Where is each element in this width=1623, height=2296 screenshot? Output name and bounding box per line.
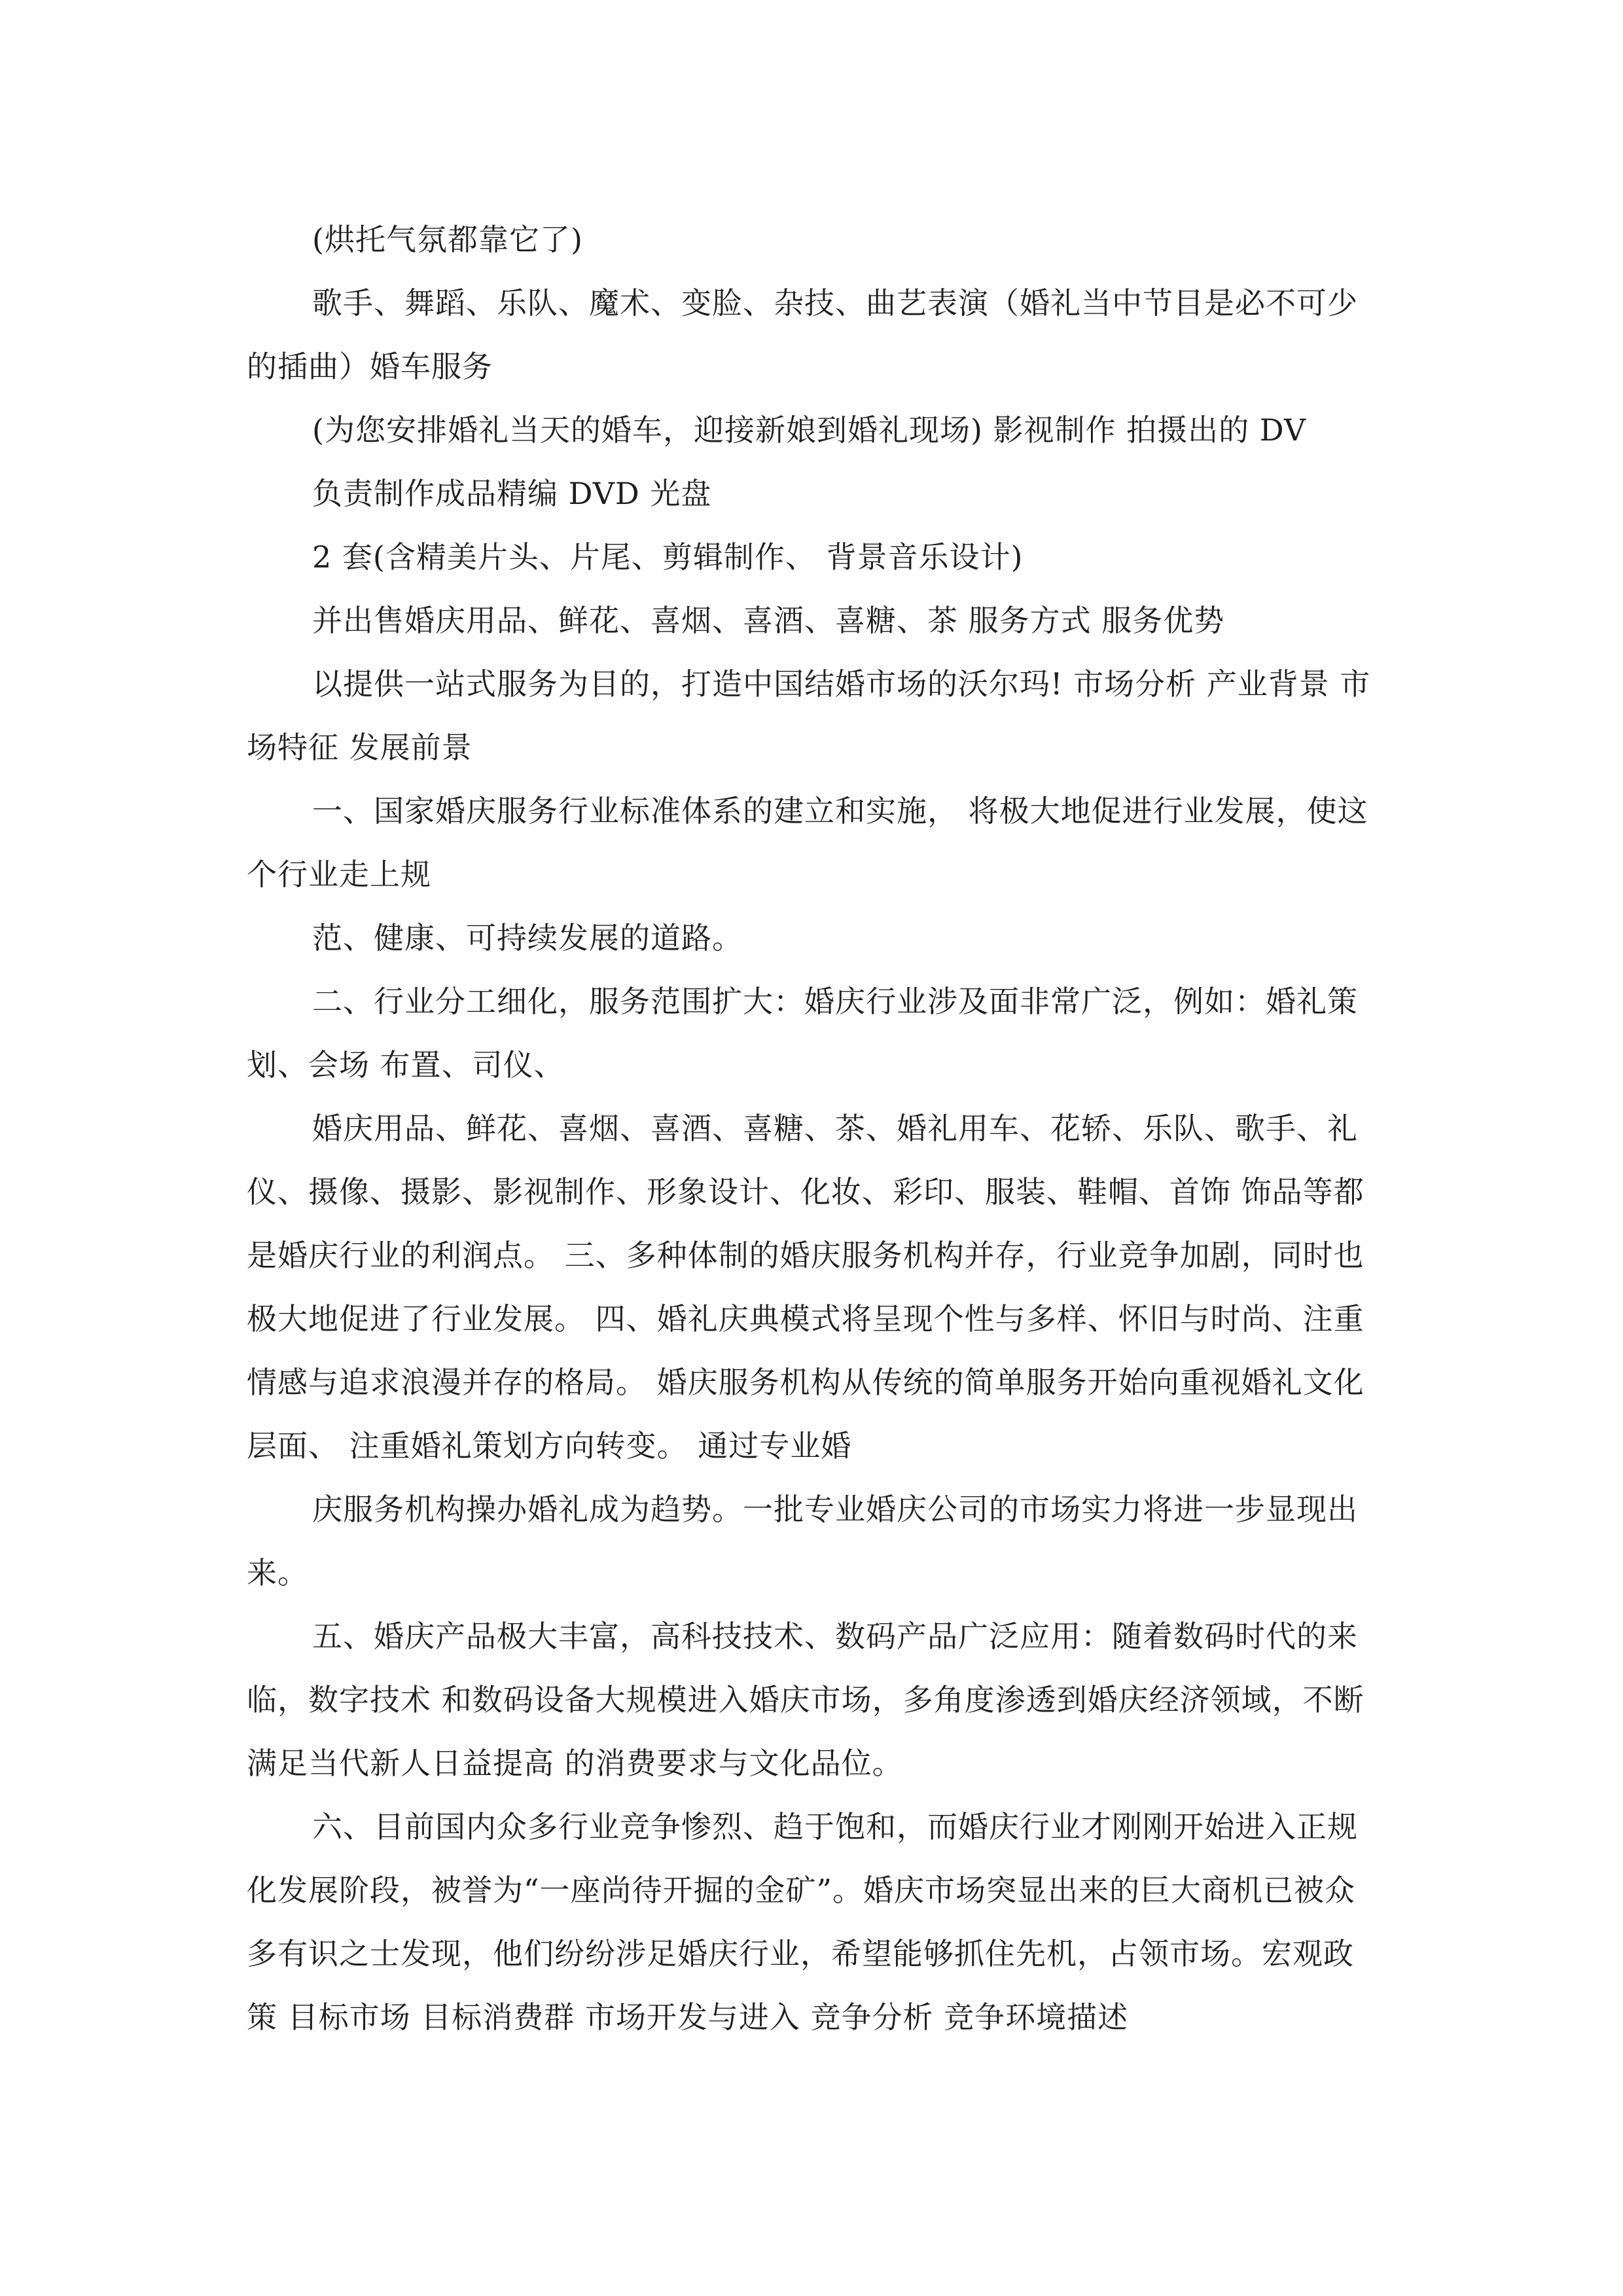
paragraph-point-two-list: 婚庆用品、鲜花、喜烟、喜酒、喜糖、茶、婚礼用车、花轿、乐队、歌手、礼仪、摄像、摄影、影视制作、形象设计、化妆、彩印、服装、鞋帽、首饰 饰品等都是婚庆行业的利润点。 三、多种体制的婚庆服务机构并存，行业竞争加剧，同时也极大地促进了行业发展。 四、婚礼庆典模式将呈现个性与多样、怀旧与时尚、注重情感与追求浪漫并存的格局。 婚庆服务机构从传统的简单服务开始向重视婚礼文化层面、 注重婚礼策划方向转变。 通过专业婚 xyxy=(247,1111,1364,1463)
paragraph-point-two: 二、行业分工细化，服务范围扩大：婚庆行业涉及面非常广泛，例如：婚礼策划、会场 布置、司仪、 xyxy=(247,984,1358,1083)
paragraph-performances: 歌手、舞蹈、乐队、魔术、变脸、杂技、曲艺表演（婚礼当中节目是必不可少的插曲）婚车服务 xyxy=(247,285,1358,384)
paragraph-point-six: 六、目前国内众多行业竞争惨烈、趋于饱和，而婚庆行业才刚刚开始进入正规化发展阶段，被誉为“一座尚待开掘的金矿”。婚庆市场突显出来的巨大商机已被众多有识之士发现，他们纷纷涉足婚庆行业，希望能够抓住先机，占领市场。宏观政策 目标市场 目标消费群 市场开发与进入 竞争分析 竞争环境描述 xyxy=(247,1809,1358,2035)
paragraph-point-one: 一、国家婚庆服务行业标准体系的建立和实施， 将极大地促进行业发展，使这个行业走上规 xyxy=(247,793,1368,892)
paragraph-point-one-cont: 范、健康、可持续发展的道路。 xyxy=(312,920,743,956)
paragraph-dvd-sets: 2 套(含精美片头、片尾、剪辑制作、 背景音乐设计) xyxy=(312,539,1024,575)
paragraph-wedding-car: (为您安排婚礼当天的婚车，迎接新娘到婚礼现场) 影视制作 拍摄出的 DV xyxy=(312,412,1307,448)
paragraph-one-stop: 以提供一站式服务为目的，打造中国结婚市场的沃尔玛! 市场分析 产业背景 市场特征 发展前景 xyxy=(247,666,1371,765)
paragraph-dvd: 负责制作成品精编 DVD 光盘 xyxy=(312,476,712,511)
paragraph-point-four-cont: 庆服务机构操办婚礼成为趋势。一批专业婚庆公司的市场实力将进一步显现出来。 xyxy=(247,1492,1358,1590)
document-body xyxy=(247,208,1378,2049)
paragraph-atmosphere: (烘托气氛都靠它了) xyxy=(312,222,583,257)
paragraph-products: 并出售婚庆用品、鲜花、喜烟、喜酒、喜糖、茶 服务方式 服务优势 xyxy=(312,603,1225,638)
paragraph-point-five: 五、婚庆产品极大丰富，高科技技术、数码产品广泛应用：随着数码时代的来临，数字技术 和数码设备大规模进入婚庆市场，多角度渗透到婚庆经济领域，不断满足当代新人日益提高 的消费要求与文化品位。 xyxy=(247,1619,1364,1781)
